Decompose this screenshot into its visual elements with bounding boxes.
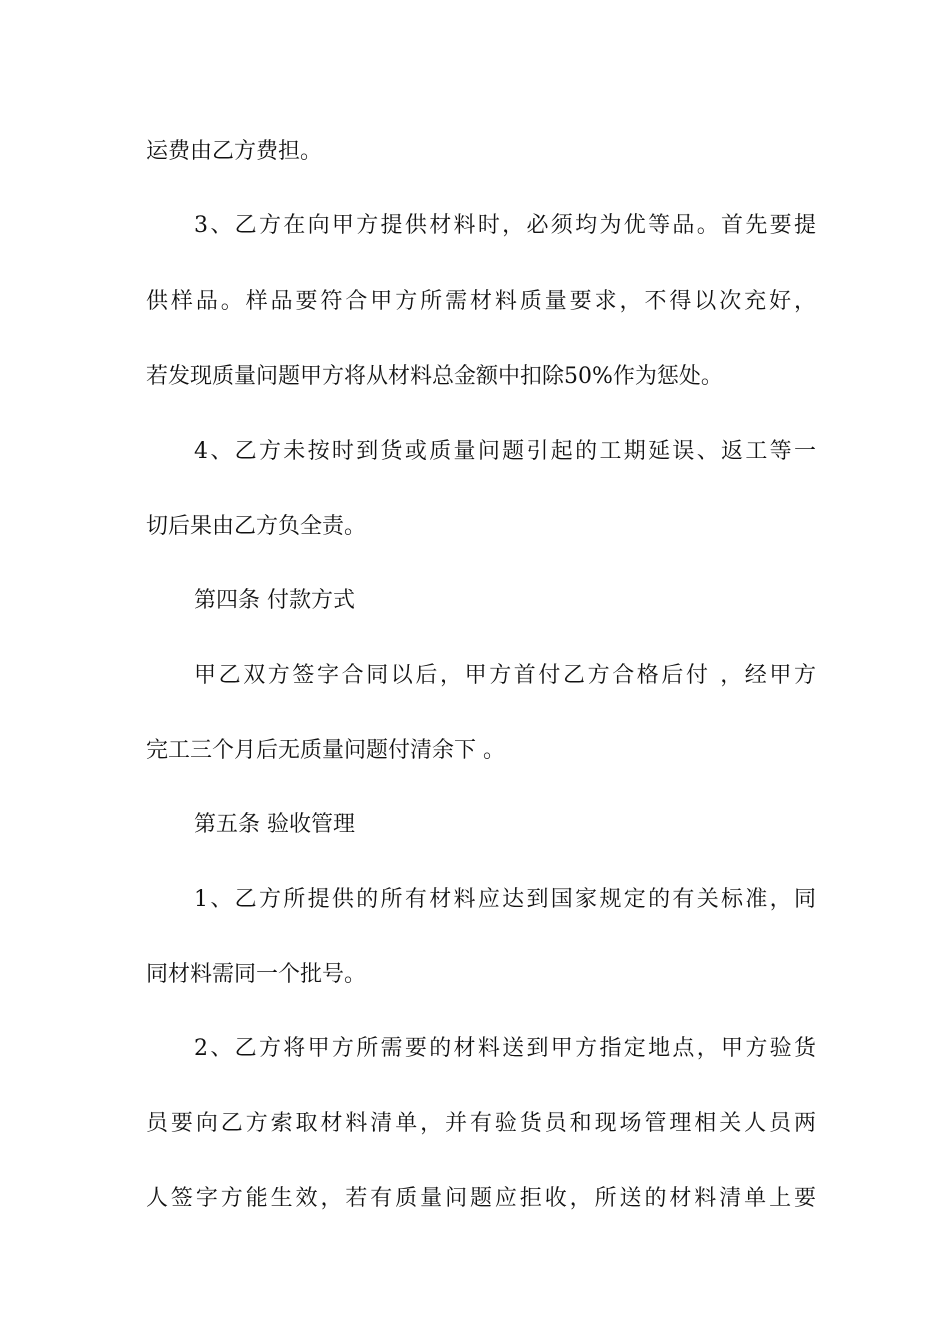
paragraph-line: 员要向乙方索取材料清单，并有验货员和现场管理相关人员两 [146, 1111, 816, 1136]
paragraph-line: 完工三个月后无质量问题付清余下 。 [146, 738, 505, 763]
section-heading: 第四条 付款方式 [194, 588, 355, 613]
paragraph-line: 供样品。样品要符合甲方所需材料质量要求，不得以次充好， [146, 289, 816, 314]
paragraph-line: 1、乙方所提供的所有材料应达到国家规定的有关标准，同 [194, 887, 816, 912]
paragraph-line: 甲乙双方签字合同以后，甲方首付乙方合格后付 ，经甲方 [194, 663, 816, 688]
paragraph-line: 若发现质量问题甲方将从材料总金额中扣除50%作为惩处。 [146, 364, 723, 389]
section-heading: 第五条 验收管理 [194, 812, 355, 837]
paragraph-line: 4、乙方未按时到货或质量问题引起的工期延误、返工等一 [194, 439, 816, 464]
paragraph-line: 同材料需同一个批号。 [146, 962, 367, 987]
paragraph-line: 人签字方能生效，若有质量问题应拒收，所送的材料清单上要 [146, 1186, 816, 1211]
paragraph-line: 3、乙方在向甲方提供材料时，必须均为优等品。首先要提 [194, 213, 816, 238]
paragraph-line: 运费由乙方费担。 [146, 139, 323, 164]
paragraph-line: 2、乙方将甲方所需要的材料送到甲方指定地点，甲方验货 [194, 1036, 816, 1061]
paragraph-line: 切后果由乙方负全责。 [146, 514, 367, 539]
